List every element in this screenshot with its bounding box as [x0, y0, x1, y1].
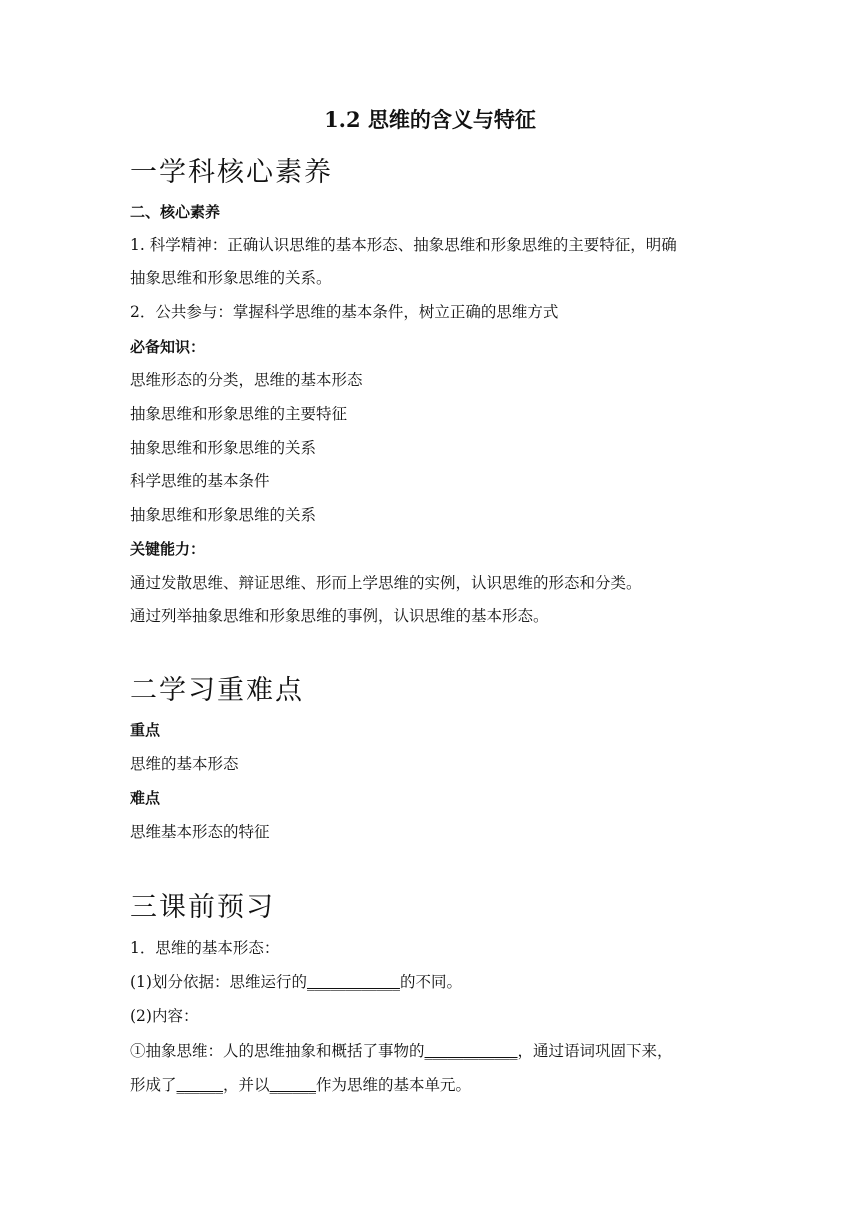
- fill-blank: ______: [269, 1076, 317, 1094]
- fill-blank: ______: [176, 1076, 224, 1094]
- abstract-text: ，通过语词巩固下来，: [517, 1042, 673, 1060]
- abstract-text: ，并以: [223, 1076, 270, 1094]
- paragraph-item1-line2: 抽象思维和形象思维的关系。: [130, 269, 332, 287]
- paragraph-item1-line1: 1. 科学精神：正确认识思维的基本形态、抽象思维和形象思维的主要特征，明确: [130, 236, 677, 254]
- ability-item: 通过列举抽象思维和形象思维的事例，认识思维的基本形态。: [130, 607, 549, 625]
- question-1-content: (2)内容：: [130, 1007, 199, 1025]
- knowledge-item: 抽象思维和形象思维的关系: [130, 439, 317, 457]
- document-title: 1.2 思维的含义与特征: [324, 107, 536, 132]
- knowledge-label: 必备知识：: [130, 338, 206, 356]
- key-point-label: 重点: [130, 721, 161, 739]
- abstract-text: ①抽象思维：人的思维抽象和概括了事物的: [130, 1042, 425, 1060]
- fill-blank: ____________: [306, 973, 400, 991]
- ability-label: 关键能力：: [130, 540, 206, 558]
- question-1: 1．思维的基本形态：: [130, 939, 280, 957]
- section-heading-core-literacy: 一学科核心素养: [130, 157, 333, 188]
- section-heading-key-points: 二学习重难点: [130, 675, 304, 706]
- question-1-abstract-line1: [130, 1040, 750, 1062]
- difficult-point-label: 难点: [130, 789, 161, 807]
- abstract-text: 作为思维的基本单元。: [316, 1076, 472, 1094]
- fill-blank: ____________: [424, 1042, 518, 1060]
- knowledge-item: 科学思维的基本条件: [130, 472, 270, 490]
- knowledge-item: 思维形态的分类，思维的基本形态: [130, 371, 363, 389]
- paragraph-item2: 2．公共参与：掌握科学思维的基本条件，树立正确的思维方式: [130, 303, 559, 321]
- sub-heading-core-literacy: 二、核心素养: [130, 203, 221, 221]
- abstract-text: 形成了: [130, 1076, 177, 1094]
- question-1-basis-text: 的不同。: [399, 973, 462, 991]
- key-point-text: 思维的基本形态: [130, 755, 239, 773]
- difficult-point-text: 思维基本形态的特征: [130, 823, 270, 841]
- section-heading-preview: 三课前预习: [130, 892, 275, 923]
- question-1-abstract-line2: [130, 1074, 750, 1096]
- ability-item: 通过发散思维、辩证思维、形而上学思维的实例，认识思维的形态和分类。: [130, 574, 642, 592]
- knowledge-item: 抽象思维和形象思维的主要特征: [130, 405, 348, 423]
- knowledge-item: 抽象思维和形象思维的关系: [130, 506, 317, 524]
- question-1-basis-text: (1)划分依据：思维运行的: [130, 973, 307, 991]
- question-1-basis: [130, 971, 750, 993]
